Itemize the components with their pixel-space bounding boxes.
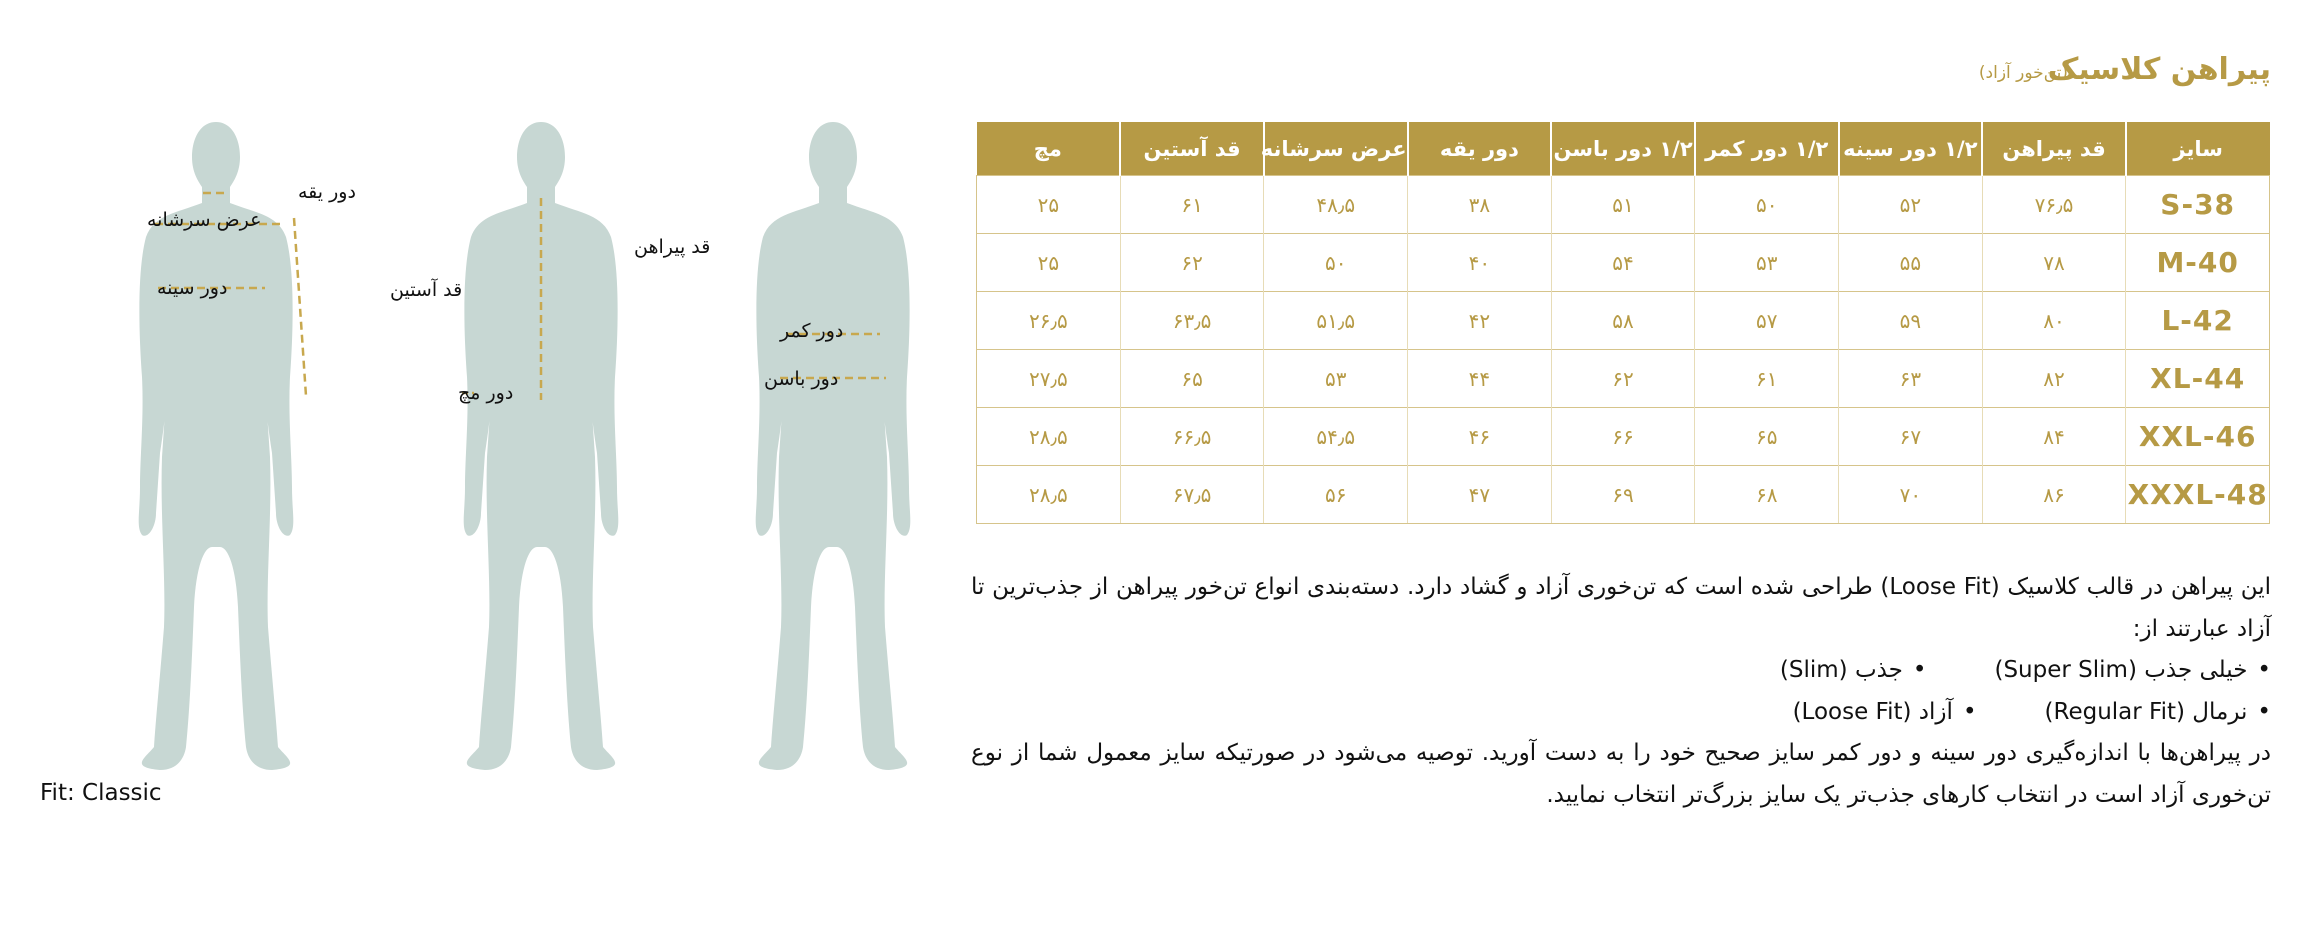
table-cell: ۵۲ — [1839, 176, 1983, 234]
page-title: پیراهن کلاسیک — [2047, 52, 2271, 87]
table-cell: ۵۳ — [1264, 350, 1408, 408]
table-cell: ۴۴ — [1408, 350, 1552, 408]
table-cell: ۶۵ — [1695, 408, 1839, 466]
size-table — [976, 122, 2270, 524]
fit-type-item: • جذب (Slim) — [1780, 650, 1927, 692]
fit-description — [971, 567, 2271, 816]
table-cell: ۶۲ — [1551, 350, 1695, 408]
table-header-row — [977, 122, 2270, 176]
table-cell: ۷۸ — [1982, 234, 2126, 292]
table-cell: ۵۶ — [1264, 466, 1408, 524]
table-cell: ۵۰ — [1695, 176, 1839, 234]
table-cell: ۸۶ — [1982, 466, 2126, 524]
figure-front-lower — [756, 122, 911, 770]
table-row — [977, 176, 2270, 234]
table-cell: ۶۱ — [1120, 176, 1264, 234]
description-intro: این پیراهن در قالب کلاسیک (Loose Fit) طراحی شده است که تن‌خوری آزاد و گشاد دارد. دسته‌بندی انواع تن‌خور پیراهن از جذب‌ترین تا آزاد عبارتند از: — [971, 574, 2271, 642]
table-cell: ۲۸٫۵ — [977, 408, 1121, 466]
sleeve-guide-line — [294, 218, 306, 396]
cell-size: M-40 — [2126, 234, 2270, 292]
table-cell: ۷۰ — [1839, 466, 1983, 524]
table-cell: ۳۸ — [1408, 176, 1552, 234]
body-silhouette-back — [464, 122, 619, 770]
label-waist: دور کمر — [780, 320, 844, 342]
header-sleeve: قد آستین — [1120, 122, 1264, 176]
table-cell: ۶۳ — [1839, 350, 1983, 408]
measurement-figures — [0, 0, 960, 945]
label-hip: دور باسن — [764, 368, 839, 390]
table-cell: ۵۴٫۵ — [1264, 408, 1408, 466]
table-cell: ۶۵ — [1120, 350, 1264, 408]
table-cell: ۵۹ — [1839, 292, 1983, 350]
fit-type-item: • خیلی جذب (Super Slim) — [1994, 650, 2271, 692]
label-collar: دور یقه — [298, 181, 356, 203]
table-cell: ۵۴ — [1551, 234, 1695, 292]
table-cell: ۵۸ — [1551, 292, 1695, 350]
table-row — [977, 234, 2270, 292]
table-cell: ۴۰ — [1408, 234, 1552, 292]
table-cell: ۶۳٫۵ — [1120, 292, 1264, 350]
table-cell: ۲۵ — [977, 234, 1121, 292]
figure-back — [458, 122, 710, 770]
figure-front-upper — [139, 122, 463, 770]
cell-size: XXL-46 — [2126, 408, 2270, 466]
table-row — [977, 408, 2270, 466]
fit-types-row — [971, 650, 2271, 692]
cell-size: L-42 — [2126, 292, 2270, 350]
fit-type-item: • آزاد (Loose Fit) — [1793, 692, 1977, 734]
description-outro: در پیراهن‌ها با اندازه‌گیری دور سینه و دور کمر سایز صحیح خود را به دست آورید. توصیه می‌شود در صورتیکه سایز معمول شما از نوع تن‌خوری آزاد است در انتخاب کارهای جذب‌تر یک سایز بزرگ‌تر انتخاب نمایید. — [971, 740, 2271, 808]
header-shoulder: عرض سرشانه — [1264, 122, 1408, 176]
cell-size: XXXL-48 — [2126, 466, 2270, 524]
label-shoulder: عرض سرشانه — [147, 209, 262, 231]
page-subtitle: (تن‌خور آزاد) — [1978, 63, 2068, 83]
table-cell: ۶۷ — [1839, 408, 1983, 466]
label-cuff: دور مچ — [458, 382, 514, 404]
table-cell: ۶۲ — [1120, 234, 1264, 292]
table-cell: ۶۶ — [1551, 408, 1695, 466]
label-chest: دور سینه — [157, 277, 228, 299]
table-cell: ۸۰ — [1982, 292, 2126, 350]
table-cell: ۴۸٫۵ — [1264, 176, 1408, 234]
table-cell: ۲۵ — [977, 176, 1121, 234]
table-cell: ۶۱ — [1695, 350, 1839, 408]
table-cell: ۷۶٫۵ — [1982, 176, 2126, 234]
table-cell: ۲۶٫۵ — [977, 292, 1121, 350]
table-cell: ۵۳ — [1695, 234, 1839, 292]
body-silhouette-front-lower — [756, 122, 911, 770]
table-cell: ۴۶ — [1408, 408, 1552, 466]
label-shirt-length: قد پیراهن — [634, 236, 711, 258]
table-cell: ۵۱ — [1551, 176, 1695, 234]
table-cell: ۸۲ — [1982, 350, 2126, 408]
table-cell: ۵۵ — [1839, 234, 1983, 292]
header-half-waist: ۱/۲ دور کمر — [1695, 122, 1839, 176]
table-cell: ۵۱٫۵ — [1264, 292, 1408, 350]
table-cell: ۴۲ — [1408, 292, 1552, 350]
table-cell: ۸۴ — [1982, 408, 2126, 466]
table-row — [977, 350, 2270, 408]
table-cell: ۶۸ — [1695, 466, 1839, 524]
fit-type-item: • نرمال (Regular Fit) — [2045, 692, 2271, 734]
table-cell: ۶۶٫۵ — [1120, 408, 1264, 466]
table-cell: ۵۷ — [1695, 292, 1839, 350]
header-cuff: مچ — [977, 122, 1121, 176]
cell-size: S-38 — [2126, 176, 2270, 234]
header-half-chest: ۱/۲ دور سینه — [1839, 122, 1983, 176]
table-cell: ۶۷٫۵ — [1120, 466, 1264, 524]
table-row — [977, 292, 2270, 350]
table-cell: ۴۷ — [1408, 466, 1552, 524]
cell-size: XL-44 — [2126, 350, 2270, 408]
table-row — [977, 466, 2270, 524]
fit-caption: Fit: Classic — [40, 780, 162, 806]
table-cell: ۶۹ — [1551, 466, 1695, 524]
label-sleeve: قد آستین — [390, 279, 463, 301]
table-cell: ۵۰ — [1264, 234, 1408, 292]
header-size: سایز — [2126, 122, 2270, 176]
header-collar: دور یقه — [1408, 122, 1552, 176]
table-cell: ۲۷٫۵ — [977, 350, 1121, 408]
header-shirt-length: قد پیراهن — [1982, 122, 2126, 176]
fit-types-row — [971, 692, 2271, 734]
header-half-hip: ۱/۲ دور باسن — [1551, 122, 1695, 176]
table-cell: ۲۸٫۵ — [977, 466, 1121, 524]
